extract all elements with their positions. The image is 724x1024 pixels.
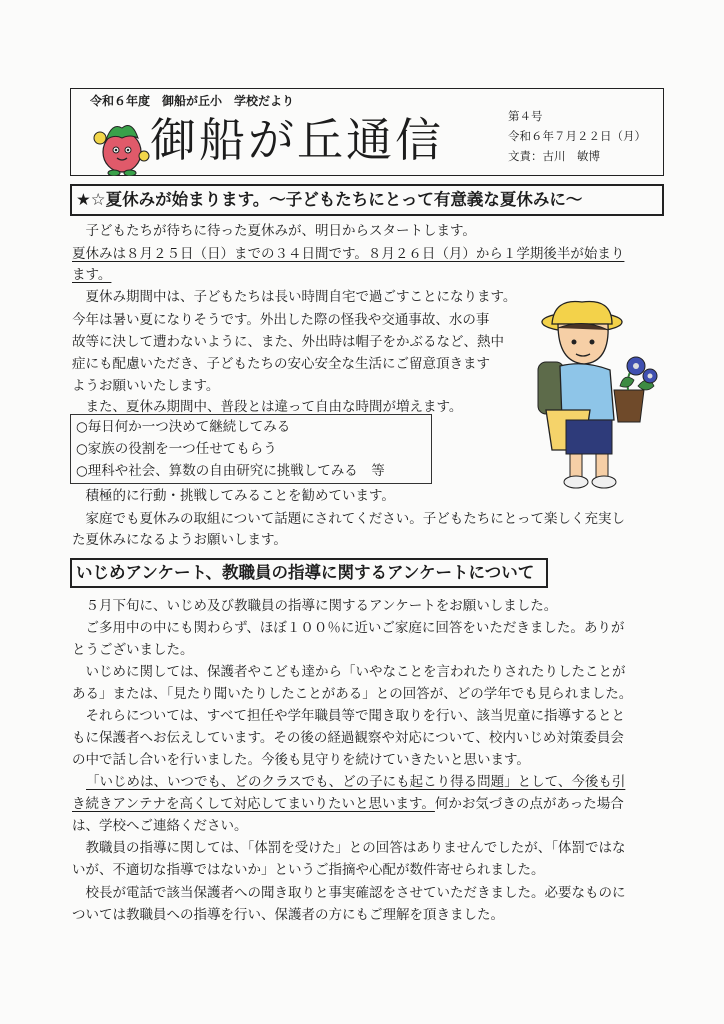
section2-heading: いじめアンケート、教職員の指導に関するアンケートについて xyxy=(76,563,535,582)
section1-line: 積極的に行動・挑戦してみることを勧めています。 xyxy=(72,488,395,504)
issue-number: 第４号 xyxy=(508,109,543,123)
contact-request: 何かお気づきの点があった場合 xyxy=(434,796,624,812)
section2-line: ある」または、「見たり聞いたりしたことがある」との回答が、どの学年でも見られました。 xyxy=(72,686,633,702)
kid-with-morning-glory-icon xyxy=(532,300,662,492)
section2-line: いが、不適切な指導ではないか」というご指摘や心配が数件寄せられました。 xyxy=(72,862,545,878)
activity-list-item: ○家族の役割を一つ任せてもらう xyxy=(76,441,277,457)
section2-line: 教職員の指導に関しては、「体罰を受けた」との回答はありませんでしたが、「体罰ではな xyxy=(72,840,626,856)
section1-line: 夏休みは８月２５日（日）までの３４日間です。８月２６日（月）から１学期後半が始まり xyxy=(72,246,625,262)
issue-date: 令和６年７月２２日（月） xyxy=(508,129,646,143)
section1-heading: ★☆夏休みが始まります。～子どもたちにとって有意義な夏休みに～ xyxy=(76,190,583,209)
section2-line: いじめに関しては、保護者やこども達から「いやなことを言われたりされたりしたことが xyxy=(72,664,626,680)
activity-list-item: ○理科や社会、算数の自由研究に挑戦してみる 等 xyxy=(76,463,385,479)
section2-line-mixed xyxy=(72,795,624,814)
section1-line: 夏休み期間中は、子どもたちは長い時間自宅で過ごすことになります。 xyxy=(72,289,517,305)
newsletter-series-label: 令和６年度 御船が丘小 学校だより xyxy=(90,94,295,108)
section1-line: ます。 xyxy=(72,267,112,283)
section1-line: また、夏休み期間中、普段とは違って自由な時間が増えます。 xyxy=(72,399,463,415)
section2-line: ５月下旬に、いじめ及び教職員の指導に関するアンケートをお願いしました。 xyxy=(72,598,558,614)
section2-line: ついては教職員への指導を行い、保護者の方にもご理解を頂きました。 xyxy=(72,907,504,923)
author-credit: 文責：古川 敏博 xyxy=(508,149,600,163)
section1-line: 今年は暑い夏になりそうです。外出した際の怪我や交通事故、水の事 xyxy=(72,312,490,328)
section1-line: 症にも配慮いただき、子どもたちの安心安全な生活にご留意頂きます xyxy=(72,356,490,372)
section1-line: ようお願いいたします。 xyxy=(72,378,220,394)
section2-line: ご多用中の中にも関わらず、ほぼ１００％に近いご家庭に回答をいただきました。ありが xyxy=(72,620,625,636)
mascot-character-icon xyxy=(92,112,152,176)
section2-line: それらについては、すべて担任や学年職員等で聞き取りを行い、該当児童に指導するとと xyxy=(72,708,625,724)
section2-line: は、学校へご連絡ください。 xyxy=(72,818,248,834)
section2-line: とうございました。 xyxy=(72,642,194,658)
section1-line: 家庭でも夏休みの取組について話題にされてください。子どもたちにとって楽しく充実し xyxy=(72,511,625,527)
emphasis-statement-continued: き続きアンテナを高くして対応してまいりたいと思います。 xyxy=(72,796,435,812)
section1-line: 子どもたちが待ちに待った夏休みが、明日からスタートします。 xyxy=(72,223,476,239)
emphasis-statement: 「いじめは、いつでも、どのクラスでも、どの子にも起こり得る問題」として、今後も引 xyxy=(86,774,626,790)
newsletter-title: 御船が丘通信 xyxy=(150,113,444,167)
section2-line: もに保護者へお伝えしています。その後の経過観察や対応について、校内いじめ対策委員会 xyxy=(72,730,624,746)
section2-line: の中で話し合いを行いました。今後も見守りを続けていきたいと思います。 xyxy=(72,752,530,768)
activity-list-item: ○毎日何か一つ決めて継続してみる xyxy=(76,419,291,435)
section1-line: た夏休みになるようお願いします。 xyxy=(72,532,287,548)
section1-line: 故等に決して遭わないように、また、外出時は帽子をかぶるなど、熱中 xyxy=(72,334,504,350)
section2-line: 校長が電話で該当保護者への聞き取りと事実確認をさせていただきました。必要なものに xyxy=(72,885,626,901)
